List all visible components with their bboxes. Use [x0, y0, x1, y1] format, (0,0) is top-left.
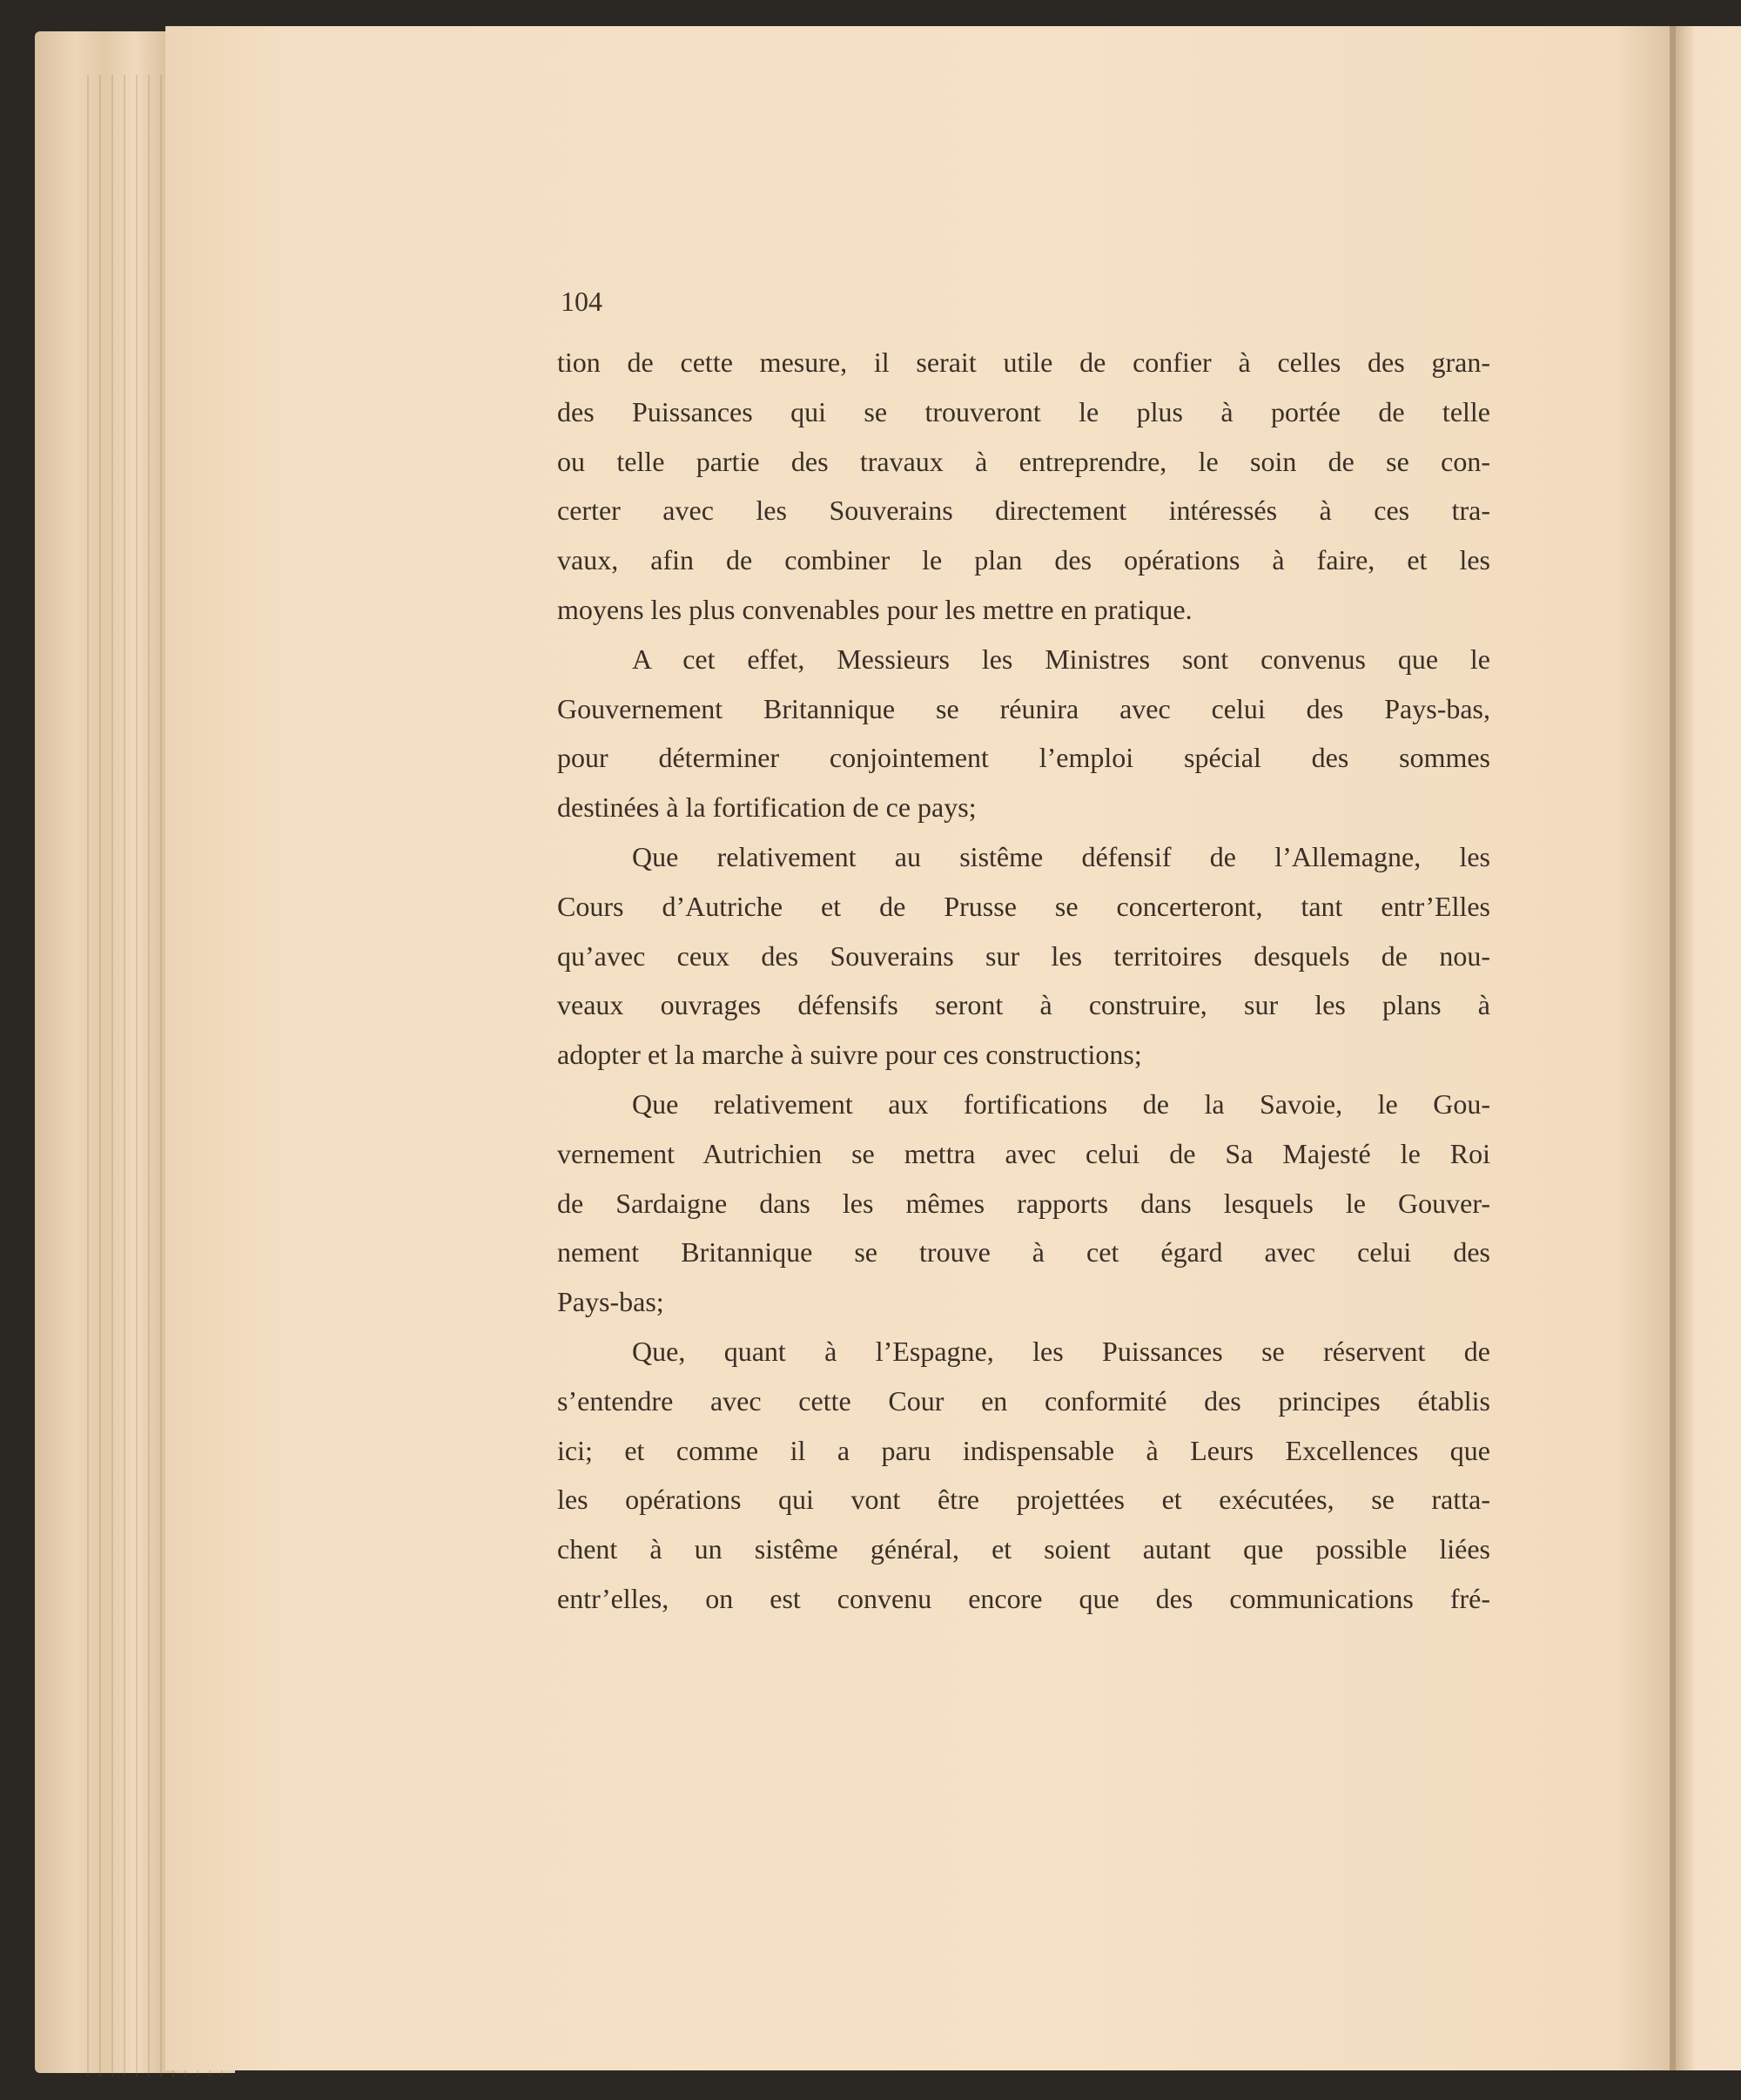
- text-line: A cet effet, Messieurs les Ministres sont convenus que le: [632, 643, 1490, 675]
- text-line: Gouvernement Britannique se réunira avec celui des Pays-bas,: [557, 692, 1490, 724]
- text-line: ou telle partie des travaux à entreprendre, le soin de se con-: [557, 445, 1490, 477]
- text-line: tion de cette mesure, il serait utile de confier à celles des gran-: [557, 347, 1490, 378]
- text-line: adopter et la marche à suivre pour ces constructions;: [557, 1039, 1142, 1071]
- text-line: chent à un sistême général, et soient autant que possible liées: [557, 1533, 1490, 1565]
- text-line: moyens les plus convenables pour les mettre en pratique.: [557, 593, 1193, 625]
- body-text: [557, 338, 1490, 1624]
- text-line: Cours d’Autriche et de Prusse se concerteront, tant entr’Elles: [557, 890, 1490, 922]
- text-line: veaux ouvrages défensifs seront à construire, sur les plans à: [557, 989, 1490, 1021]
- page-number: 104: [561, 286, 602, 317]
- text-line: vaux, afin de combiner le plan des opérations à faire, et les: [557, 544, 1490, 576]
- text-line: certer avec les Souverains directement intéressés à ces tra-: [557, 495, 1490, 527]
- text-line: destinées à la fortification de ce pays;: [557, 791, 977, 824]
- text-line: ici; et comme il a paru indispensable à Leurs Excellences que: [557, 1434, 1490, 1466]
- text-line: entr’elles, on est convenu encore que des communications fré-: [557, 1582, 1490, 1614]
- text-line: vernement Autrichien se mettra avec celui de Sa Majesté le Roi: [557, 1137, 1490, 1169]
- text-line: Pays-bas;: [557, 1286, 664, 1318]
- text-line: s’entendre avec cette Cour en conformité des principes établis: [557, 1384, 1490, 1417]
- facing-page: [1676, 26, 1741, 2070]
- text-line: Que relativement aux fortifications de la Savoie, le Gou-: [632, 1087, 1490, 1120]
- text-line: les opérations qui vont être projettées et exécutées, se ratta-: [557, 1484, 1490, 1516]
- text-line: Que, quant à l’Espagne, les Puissances se réservent de: [632, 1335, 1490, 1367]
- text-line: pour déterminer conjointement l’emploi spécial des sommes: [557, 742, 1490, 774]
- text-line: qu’avec ceux des Souverains sur les territoires desquels de nou-: [557, 939, 1490, 972]
- text-line: Que relativement au sistême défensif de l’Allemagne, les: [632, 840, 1490, 872]
- text-line: de Sardaigne dans les mêmes rapports dans lesquels le Gouver-: [557, 1187, 1490, 1219]
- text-line: des Puissances qui se trouveront le plus à portée de telle: [557, 395, 1490, 427]
- text-line: nement Britannique se trouve à cet égard avec celui des: [557, 1236, 1490, 1269]
